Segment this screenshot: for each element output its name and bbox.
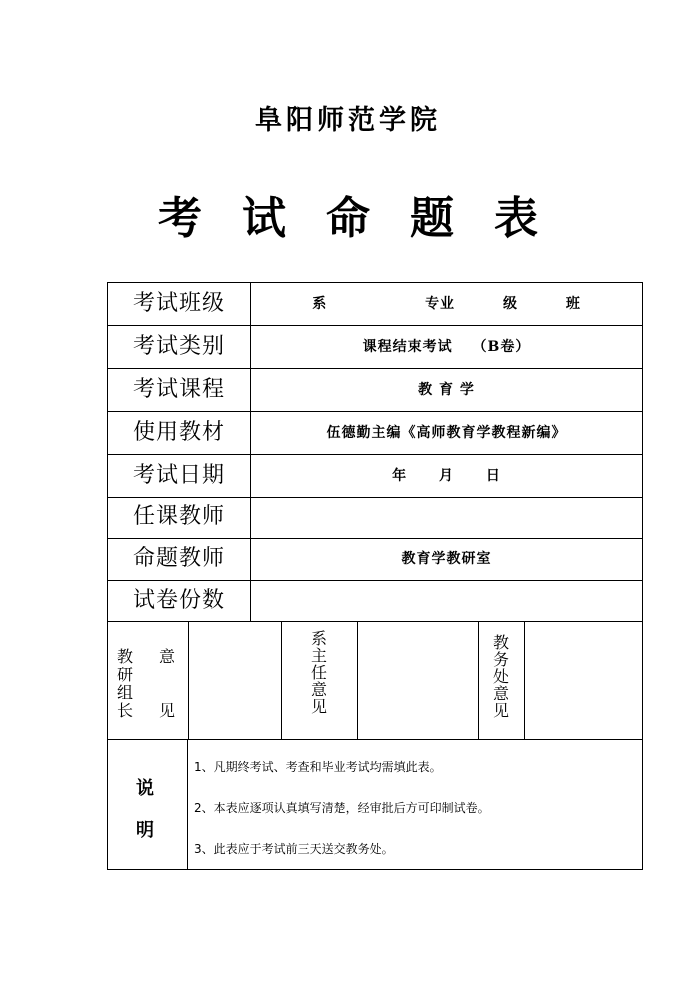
label-char: 长 xyxy=(117,701,134,720)
value-segment: 系 xyxy=(312,296,328,312)
divider xyxy=(478,622,479,739)
value-segment: 日 xyxy=(485,468,501,484)
label-char: 主 xyxy=(310,646,327,665)
note-item: 2、本表应逐项认真填写清楚，经审批后方可印制试卷。 xyxy=(194,801,490,815)
value-segment: 年 xyxy=(392,468,408,484)
value-segment: 伍德勤主编《高师教育学教程新编》 xyxy=(326,425,567,441)
label-char: 见 xyxy=(310,697,327,716)
row-value xyxy=(251,369,642,411)
dept-head-opinion-label xyxy=(310,630,328,715)
value-segment: 专业 xyxy=(425,296,456,312)
notes-label-char: 明 xyxy=(136,820,154,841)
row-exam-class xyxy=(108,283,642,326)
value-segment: 教育学教研室 xyxy=(401,551,492,567)
divider xyxy=(281,622,282,739)
value-segment: 班 xyxy=(565,296,581,312)
note-item: 1、凡期终考试、考查和毕业考试均需填此表。 xyxy=(194,760,442,774)
row-exam-type xyxy=(108,326,642,369)
divider xyxy=(524,622,525,739)
value-segment: 课程结束考试 xyxy=(362,339,453,355)
notes-label-char: 说 xyxy=(136,778,154,799)
value-segment: （B卷） xyxy=(472,339,531,355)
divider xyxy=(188,622,189,739)
row-label: 考试日期 xyxy=(108,455,251,497)
row-exam-course xyxy=(108,369,642,412)
opinion-row xyxy=(108,622,642,740)
row-value xyxy=(251,455,642,497)
label-char: 意 xyxy=(310,680,327,699)
row-label: 试卷份数 xyxy=(108,580,251,621)
value-segment: 级 xyxy=(502,296,518,312)
label-char: 任 xyxy=(310,663,327,682)
school-name: 阜阳师范学院 xyxy=(255,105,441,136)
row-value xyxy=(251,496,642,538)
row-course-teacher xyxy=(108,496,642,539)
row-question-teacher xyxy=(108,538,642,581)
row-value xyxy=(251,580,642,621)
row-value xyxy=(251,283,642,325)
row-label: 考试课程 xyxy=(108,369,251,411)
divider xyxy=(357,622,358,739)
label-char: 系 xyxy=(310,629,327,648)
label-char: 教 xyxy=(492,633,509,652)
note-item: 3、此表应于考试前三天送交教务处。 xyxy=(194,842,394,856)
label-char: 教 xyxy=(117,647,134,666)
label-char: 意 xyxy=(492,684,509,703)
row-textbook xyxy=(108,412,642,455)
value-segment: 教 育 学 xyxy=(418,382,475,398)
label-char: 见 xyxy=(159,701,176,720)
form-title: 考试命题表 xyxy=(158,193,578,244)
label-char: 组 xyxy=(117,683,134,702)
row-label: 使用教材 xyxy=(108,412,251,454)
notes-label xyxy=(108,740,188,869)
row-paper-count xyxy=(108,580,642,622)
row-value xyxy=(251,326,642,368)
row-exam-date xyxy=(108,455,642,498)
notes-content xyxy=(188,740,642,869)
value-segment: 月 xyxy=(439,468,454,484)
label-char: 处 xyxy=(492,667,509,686)
row-label: 考试类别 xyxy=(108,326,251,368)
exam-form-table xyxy=(107,282,643,870)
label-char: 见 xyxy=(492,701,509,720)
row-label: 任课教师 xyxy=(108,496,251,538)
row-value xyxy=(251,412,642,454)
academic-affairs-opinion-label xyxy=(492,634,510,719)
row-label: 考试班级 xyxy=(108,283,251,325)
label-char: 意 xyxy=(159,647,176,666)
row-label: 命题教师 xyxy=(108,538,251,580)
row-value xyxy=(251,538,642,580)
label-char: 研 xyxy=(117,665,134,684)
label-char: 务 xyxy=(492,650,509,669)
